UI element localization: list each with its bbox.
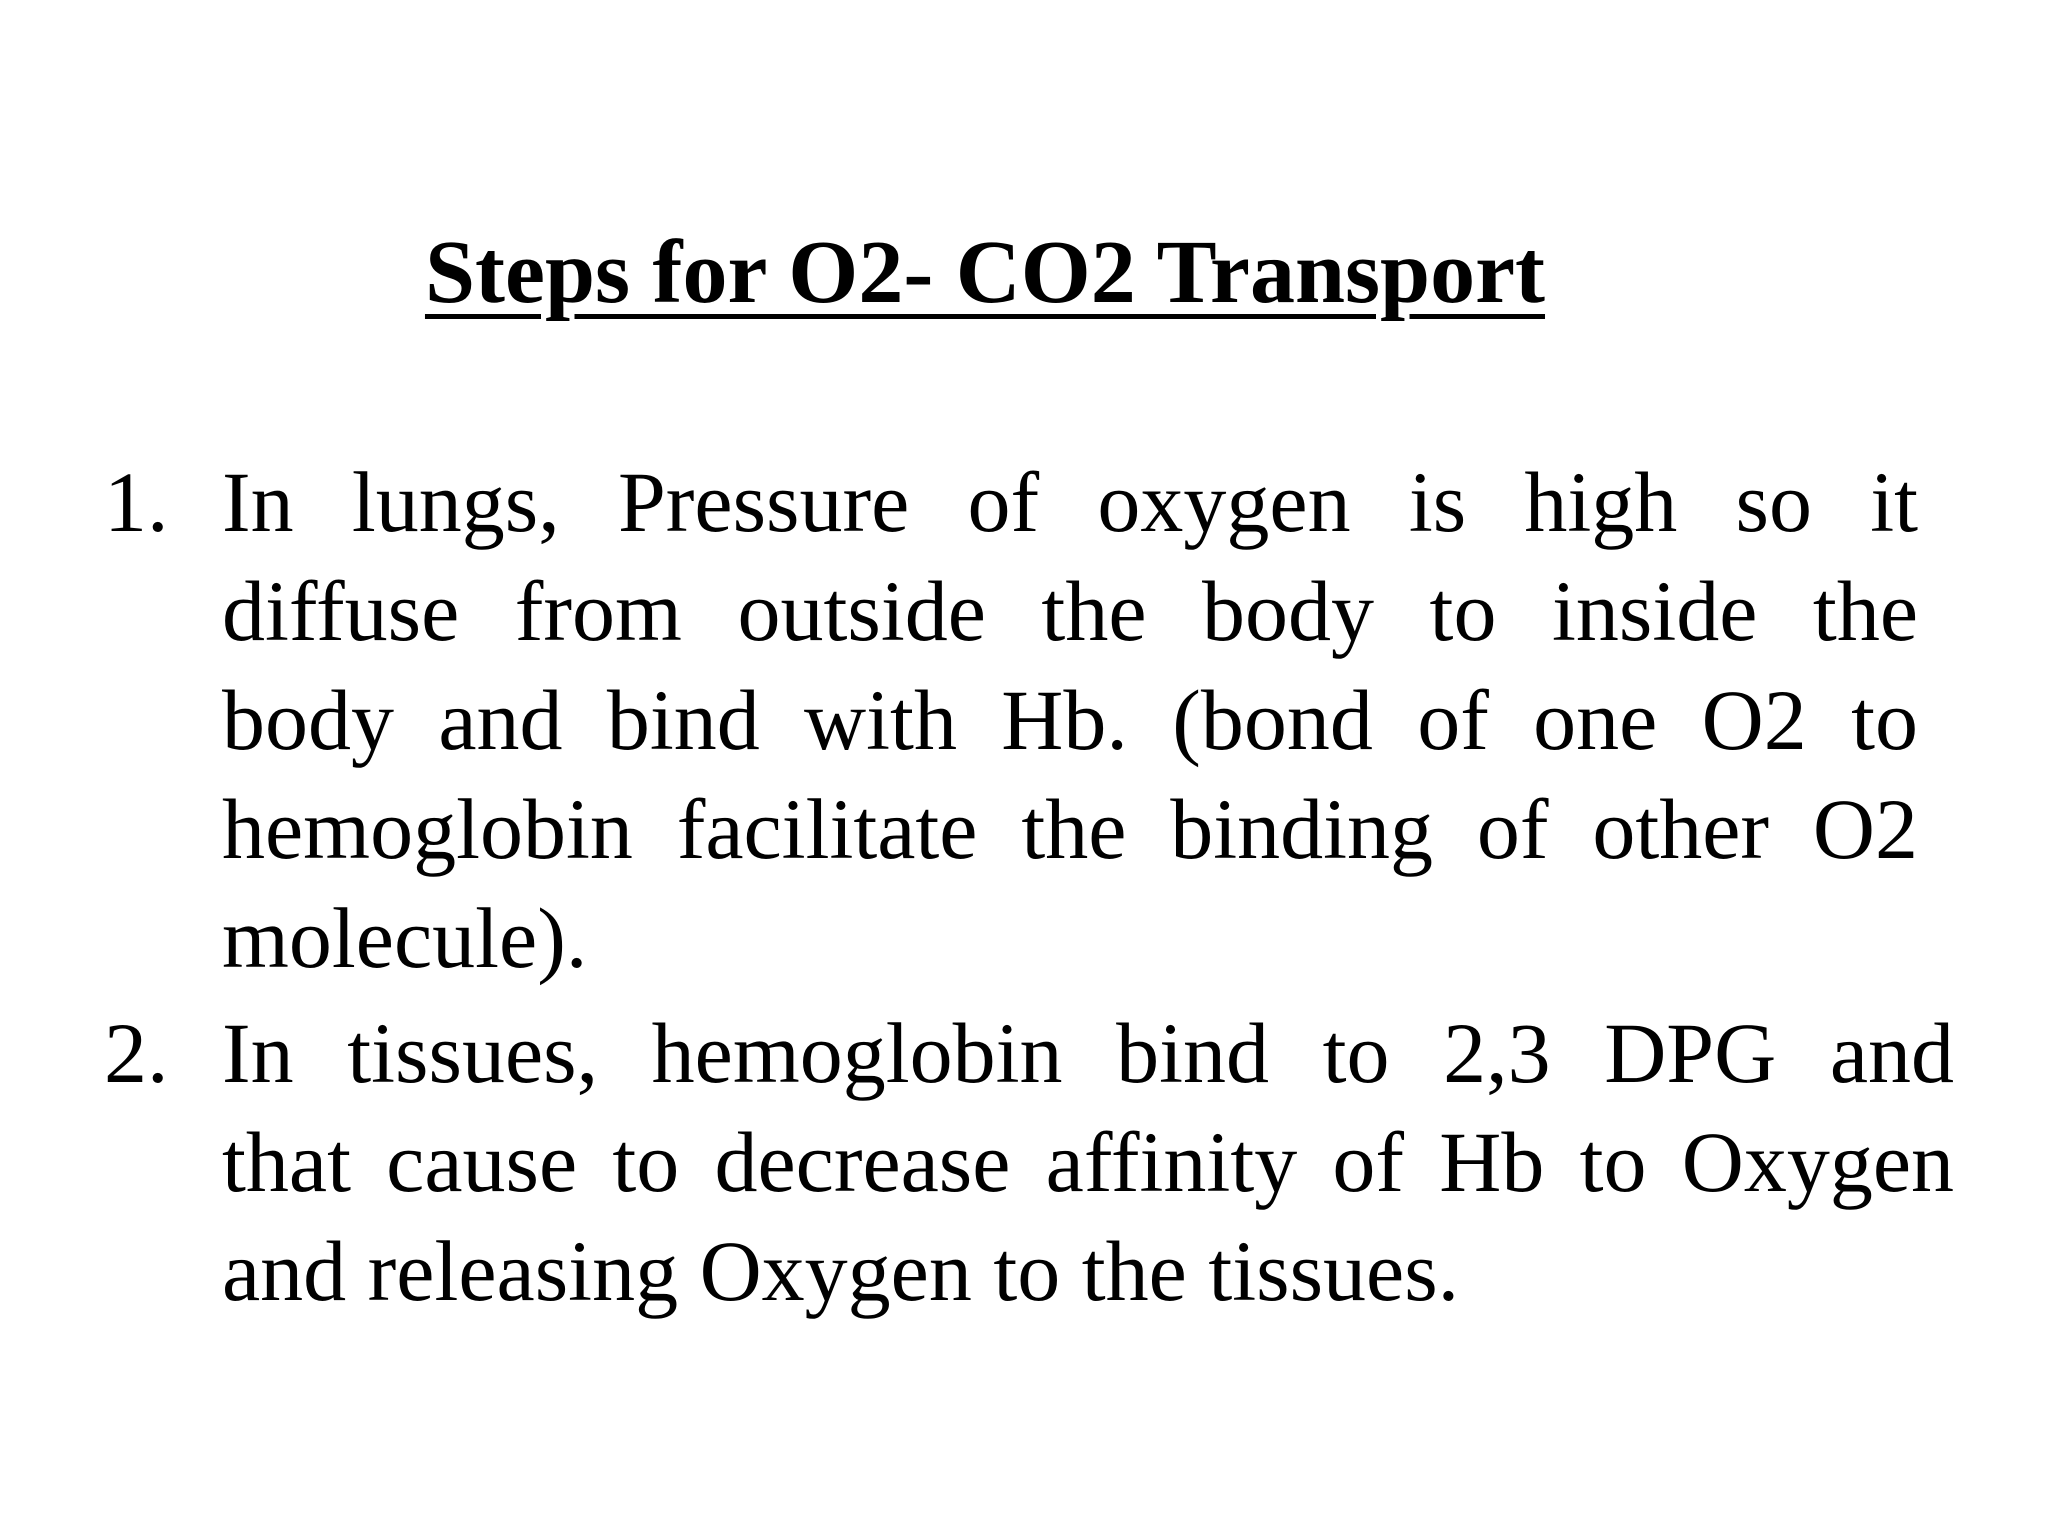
text-line: hemoglobin facilitate the binding of other O2 — [222, 781, 1918, 877]
text-line: and releasing Oxygen to the tissues. — [222, 1223, 1460, 1319]
slide-title: Steps for O2- CO2 Transport — [424, 223, 1546, 322]
list-item-number: 2. — [104, 1005, 169, 1101]
text-line: diffuse from outside the body to inside the — [222, 563, 1918, 659]
text-line: body and bind with Hb. (bond of one O2 to — [222, 672, 1918, 768]
text-line: In lungs, Pressure of oxygen is high so it — [222, 454, 1918, 550]
list-item-text — [222, 448, 1918, 993]
list-item — [104, 448, 1934, 993]
numbered-list — [104, 448, 1954, 1332]
list-item — [104, 999, 1954, 1326]
list-item-text — [222, 999, 1954, 1326]
text-line: molecule). — [222, 890, 588, 986]
text-line: that cause to decrease affinity of Hb to Oxygen — [222, 1114, 1954, 1210]
text-line: In tissues, hemoglobin bind to 2,3 DPG and — [222, 1005, 1954, 1101]
list-item-number: 1. — [104, 454, 169, 550]
